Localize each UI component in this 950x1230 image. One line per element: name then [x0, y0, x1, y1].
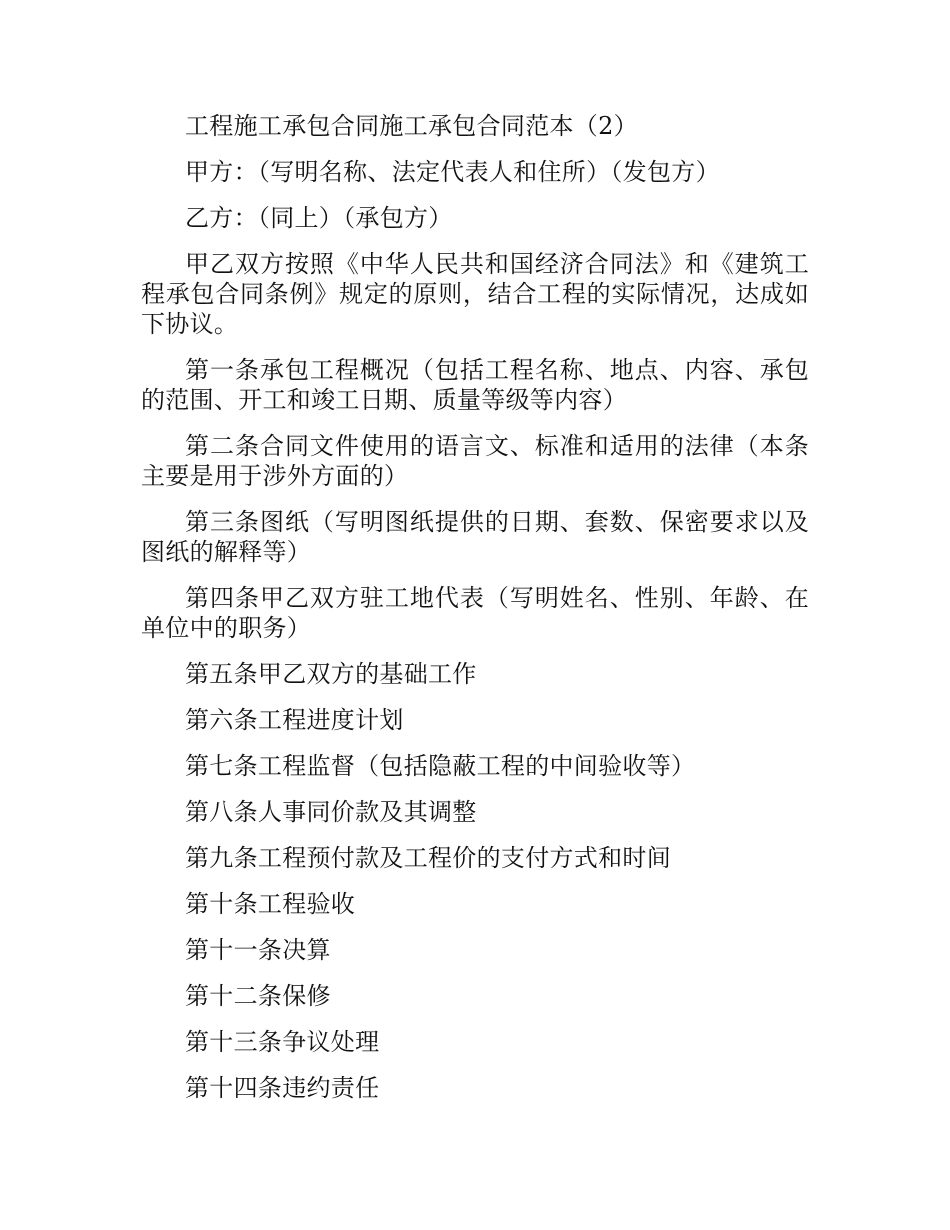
article-7: 第七条工程监督（包括隐蔽工程的中间验收等） — [185, 752, 696, 780]
article-1: 第一条承包工程概况（包括工程名称、地点、内容、承包的范围、开工和竣工日期、质量等级等内容） — [141, 356, 809, 414]
article-11: 第十一条决算 — [185, 936, 331, 964]
article-12: 第十二条保修 — [185, 982, 331, 1010]
article-3: 第三条图纸（写明图纸提供的日期、套数、保密要求以及图纸的解释等） — [141, 508, 809, 566]
article-13: 第十三条争议处理 — [185, 1028, 380, 1056]
document-title: 工程施工承包合同施工承包合同范本（2） — [185, 112, 638, 140]
article-10: 第十条工程验收 — [185, 890, 356, 918]
article-5: 第五条甲乙双方的基础工作 — [185, 660, 477, 688]
party-b-line: 乙方：（同上）（承包方） — [185, 204, 453, 232]
document-body — [141, 111, 809, 1119]
article-4: 第四条甲乙双方驻工地代表（写明姓名、性别、年龄、在单位中的职务） — [141, 584, 809, 642]
article-6: 第六条工程进度计划 — [185, 706, 404, 734]
article-8: 第八条人事同价款及其调整 — [185, 798, 477, 826]
article-2: 第二条合同文件使用的语言文、标准和适用的法律（本条主要是用于涉外方面的） — [141, 432, 809, 490]
article-9: 第九条工程预付款及工程价的支付方式和时间 — [185, 844, 671, 872]
preamble-paragraph: 甲乙双方按照《中华人民共和国经济合同法》和《建筑工程承包合同条例》规定的原则，结合工程的实际情况，达成如下协议。 — [141, 250, 809, 338]
party-a-line: 甲方：（写明名称、法定代表人和住所）（发包方） — [185, 158, 720, 186]
article-14: 第十四条违约责任 — [185, 1074, 380, 1102]
